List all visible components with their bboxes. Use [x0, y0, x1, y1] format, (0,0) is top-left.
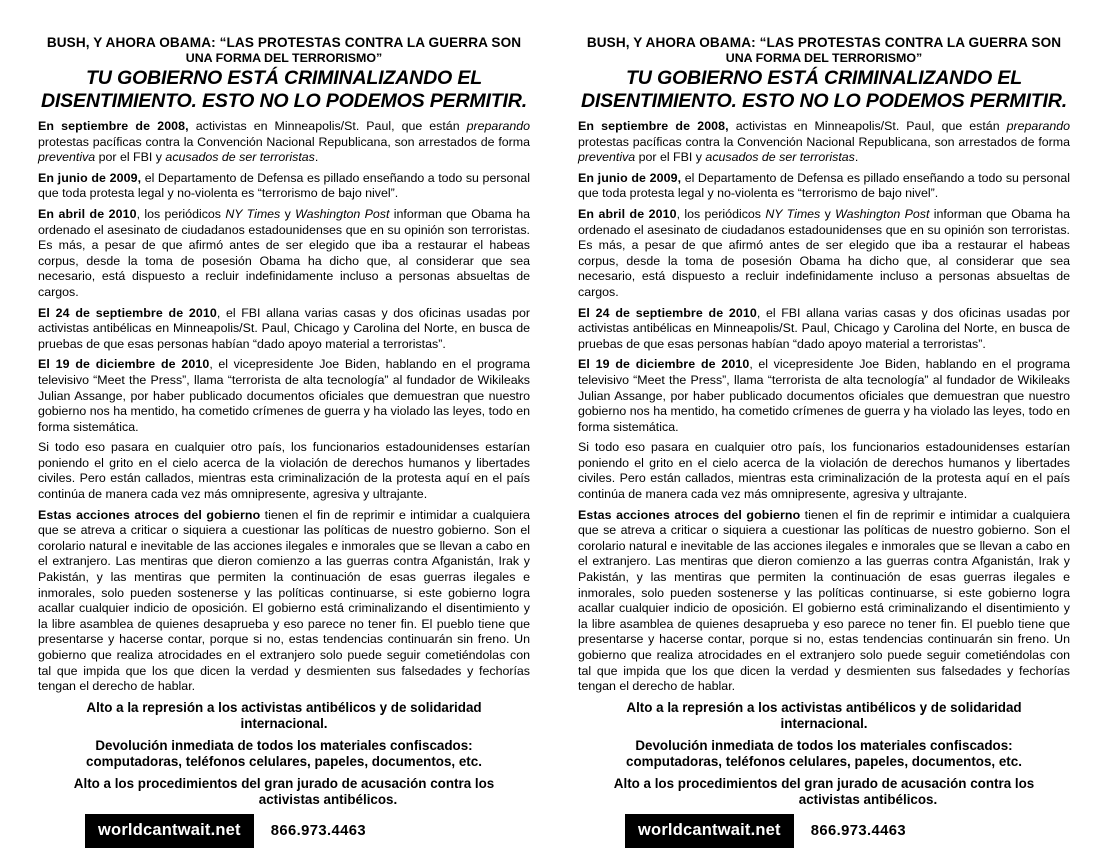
paragraph-lead: En junio de 2009, [38, 170, 142, 185]
demand-return-materials: Devolución inmediata de todos los materiales confiscados: computadoras, teléfonos celulares, papeles, documentos, etc. [86, 737, 482, 769]
demand-stop-grand-jury: Alto a los procedimientos del gran jurado de acusación contra los activistas antibélicos. [73, 775, 495, 807]
subtitle-line1: TU GOBIERNO ESTÁ CRIMINALIZANDO EL [626, 67, 1022, 89]
subtitle-line2: DISENTIMIENTO. ESTO NO LO PODEMOS PERMITIR. [580, 90, 1067, 112]
paragraph-june-2009: En junio de 2009, el Departamento de Defensa es pillado enseñando a todo su personal que toda protesta legal y no-violenta es “terrorismo de bajo nivel”. [38, 170, 530, 201]
paragraph-april-2010: En abril de 2010, los periódicos NY Times y Washington Post informan que Obama ha ordenado el asesinato de ciudadanos estadounidenses que en su opinión son terroristas. Es más, a pesar de que afirmó antes de ser elegido que iba a restaurar el habeas corpus, desde la toma de posesión Obama ha dicho que, al considerar que sea necesario, está dispuesto a recluir indefinidamente incluso a personas absueltas de cargos. [578, 206, 1070, 299]
headline-line1: BUSH, Y AHORA OBAMA: “LAS PROTESTAS CONTRA LA GUERRA SON [46, 35, 522, 50]
headline-line1: BUSH, Y AHORA OBAMA: “LAS PROTESTAS CONTRA LA GUERRA SON [586, 35, 1062, 50]
paragraph-government-actions: Estas acciones atroces del gobierno tienen el fin de reprimir e intimidar a cualquiera que se atreva a criticar o siquiera a cuestionar las políticas de nuestro gobierno. Son el corolario natural e inevitable de las acciones ilegales e inmorales que se llevan a cabo en el extranjero. Las mentiras que dieron comienzo a las guerras contra Afganistán, Irak y Pakistán, y las mentiras que permiten la continuación de esas guerras ilegales e inmorales, solo pueden sostenerse y las políticas continuarse, si este gobierno logra acallar cualquier indicio de oposición. El gobierno está criminalizando el disentimiento y la libre asamblea de quienes desaprueba y eso parece no tener fin. El pueblo tiene que presentarse y hacerse contar, porque si no, estas tendencias continuarán sin freno. Un gobierno que realiza atrocidades en el extranjero solo puede seguir cometiéndolas con tal que impida que los que dicen la verdad y desmienten sus falsedades y fechorías tengan el derecho de hablar. [578, 507, 1070, 694]
paragraph-lead: Estas acciones atroces del gobierno [38, 507, 261, 522]
paragraph-dec-19-2010: El 19 de diciembre de 2010, el vicepresidente Joe Biden, hablando en el programa televisivo “Meet the Press”, llama “terrorista de alta tecnología” al fundador de Wikileaks Julian Assange, por haber publicado documentos oficiales que demuestran que nuestro gobierno nos ha mentido, ha cometido crímenes de guerra y ha violado las leyes, todo en forma sistemática. [578, 357, 1070, 434]
demand-return-materials: Devolución inmediata de todos los materiales confiscados: computadoras, teléfonos celulares, papeles, documentos, etc. [626, 737, 1022, 769]
worldcantwait-box [625, 814, 794, 848]
subtitle [38, 67, 530, 113]
paragraph-lead: Estas acciones atroces del gobierno [578, 507, 801, 522]
paragraph-government-actions: Estas acciones atroces del gobierno tienen el fin de reprimir e intimidar a cualquiera que se atreva a criticar o siquiera a cuestionar las políticas de nuestro gobierno. Son el corolario natural e inevitable de las acciones ilegales e inmorales que se llevan a cabo en el extranjero. Las mentiras que dieron comienzo a las guerras contra Afganistán, Irak y Pakistán, y las mentiras que permiten la continuación de esas guerras ilegales e inmorales, solo pueden sostenerse y las políticas continuarse, si este gobierno logra acallar cualquier indicio de oposición. El gobierno está criminalizando el disentimiento y la libre asamblea de quienes desaprueba y eso parece no tener fin. El pueblo tiene que presentarse y hacerse contar, porque si no, estas tendencias continuarán sin freno. Un gobierno que realiza atrocidades en el extranjero solo puede seguir cometiéndolas con tal que impida que los que dicen la verdad y desmienten sus falsedades y fechorías tengan el derecho de hablar. [38, 507, 530, 694]
paragraph-other-countries: Si todo eso pasara en cualquier otro país, los funcionarios estadounidenses estarían poniendo el grito en el cielo acerca de la violación de derechos humanos y libertades civiles. Pero están callados, mientras esta criminalización de la protesta aquí en el país continúa de manera cada vez más omnipresente, agresiva y ultrajante. [38, 440, 530, 502]
paragraph-other-countries: Si todo eso pasara en cualquier otro país, los funcionarios estadounidenses estarían poniendo el grito en el cielo acerca de la violación de derechos humanos y libertades civiles. Pero están callados, mientras esta criminalización de la protesta aquí en el país continúa de manera cada vez más omnipresente, agresiva y ultrajante. [578, 440, 1070, 502]
paragraph-dec-19-2010: El 19 de diciembre de 2010, el vicepresidente Joe Biden, hablando en el programa televisivo “Meet the Press”, llama “terrorista de alta tecnología” al fundador de Wikileaks Julian Assange, por haber publicado documentos oficiales que demuestran que nuestro gobierno nos ha mentido, ha cometido crímenes de guerra y ha violado las leyes, todo en forma sistemática. [38, 357, 530, 434]
demand-stop-grand-jury: Alto a los procedimientos del gran jurado de acusación contra los activistas antibélicos. [613, 775, 1035, 807]
paragraph-lead: En abril de 2010 [38, 206, 137, 221]
paragraph-lead: El 24 de septiembre de 2010 [578, 305, 757, 320]
footer [85, 814, 530, 848]
paragraph-june-2009: En junio de 2009, el Departamento de Defensa es pillado enseñando a todo su personal que toda protesta legal y no-violenta es “terrorismo de bajo nivel”. [578, 170, 1070, 201]
paragraph-lead: En junio de 2009, [578, 170, 682, 185]
worldcantwait-box [85, 814, 254, 848]
phone-number: 866.973.4463 [810, 822, 907, 839]
paragraph-lead: En abril de 2010 [578, 206, 677, 221]
demand-stop-repression: Alto a la represión a los activistas antibélicos y de solidaridad internacional. [86, 699, 482, 731]
paragraph-lead: El 19 de diciembre de 2010 [578, 357, 750, 372]
subtitle-line1: TU GOBIERNO ESTÁ CRIMINALIZANDO EL [86, 67, 482, 89]
flyer-copy-left [38, 35, 530, 848]
paragraph-lead: El 19 de diciembre de 2010 [38, 357, 210, 372]
paragraph-sept-2008: En septiembre de 2008, activistas en Minneapolis/St. Paul, que están preparando protestas pacíficas contra la Convención Nacional Republicana, son arrestados de forma preventiva por el FBI y acusados de ser terroristas. [578, 119, 1071, 165]
paragraph-lead: En septiembre de 2008, [38, 119, 189, 133]
headline-line2: UNA FORMA DEL TERRORISMO” [185, 51, 383, 65]
subtitle [578, 67, 1070, 113]
demand-stop-repression: Alto a la represión a los activistas antibélicos y de solidaridad internacional. [626, 699, 1022, 731]
paragraph-lead: En septiembre de 2008, [578, 119, 729, 133]
subtitle-line2: DISENTIMIENTO. ESTO NO LO PODEMOS PERMITIR. [40, 90, 527, 112]
flyer-copy-right [578, 35, 1070, 848]
paragraph-lead: El 24 de septiembre de 2010 [38, 305, 217, 320]
phone-number: 866.973.4463 [270, 822, 367, 839]
paragraph-sept-24-2010: El 24 de septiembre de 2010, el FBI allana varias casas y dos oficinas usadas por activistas antibélicas en Minneapolis/St. Paul, Chicago y Carolina del Norte, en busca de pruebas de que esas personas habían “dado apoyo material a terroristas”. [38, 305, 530, 351]
website-label: worldcantwait.net [98, 820, 241, 839]
footer [625, 814, 1070, 848]
paragraph-april-2010: En abril de 2010, los periódicos NY Times y Washington Post informan que Obama ha ordenado el asesinato de ciudadanos estadounidenses que en su opinión son terroristas. Es más, a pesar de que afirmó antes de ser elegido que iba a restaurar el habeas corpus, desde la toma de posesión Obama ha dicho que, al considerar que sea necesario, está dispuesto a recluir indefinidamente incluso a personas absueltas de cargos. [38, 206, 530, 299]
paragraph-sept-2008: En septiembre de 2008, activistas en Minneapolis/St. Paul, que están preparando protestas pacíficas contra la Convención Nacional Republicana, son arrestados de forma preventiva por el FBI y acusados de ser terroristas. [38, 119, 531, 165]
paragraph-sept-24-2010: El 24 de septiembre de 2010, el FBI allana varias casas y dos oficinas usadas por activistas antibélicas en Minneapolis/St. Paul, Chicago y Carolina del Norte, en busca de pruebas de que esas personas habían “dado apoyo material a terroristas”. [578, 305, 1070, 351]
website-label: worldcantwait.net [638, 820, 781, 839]
headline-line2: UNA FORMA DEL TERRORISMO” [725, 51, 923, 65]
